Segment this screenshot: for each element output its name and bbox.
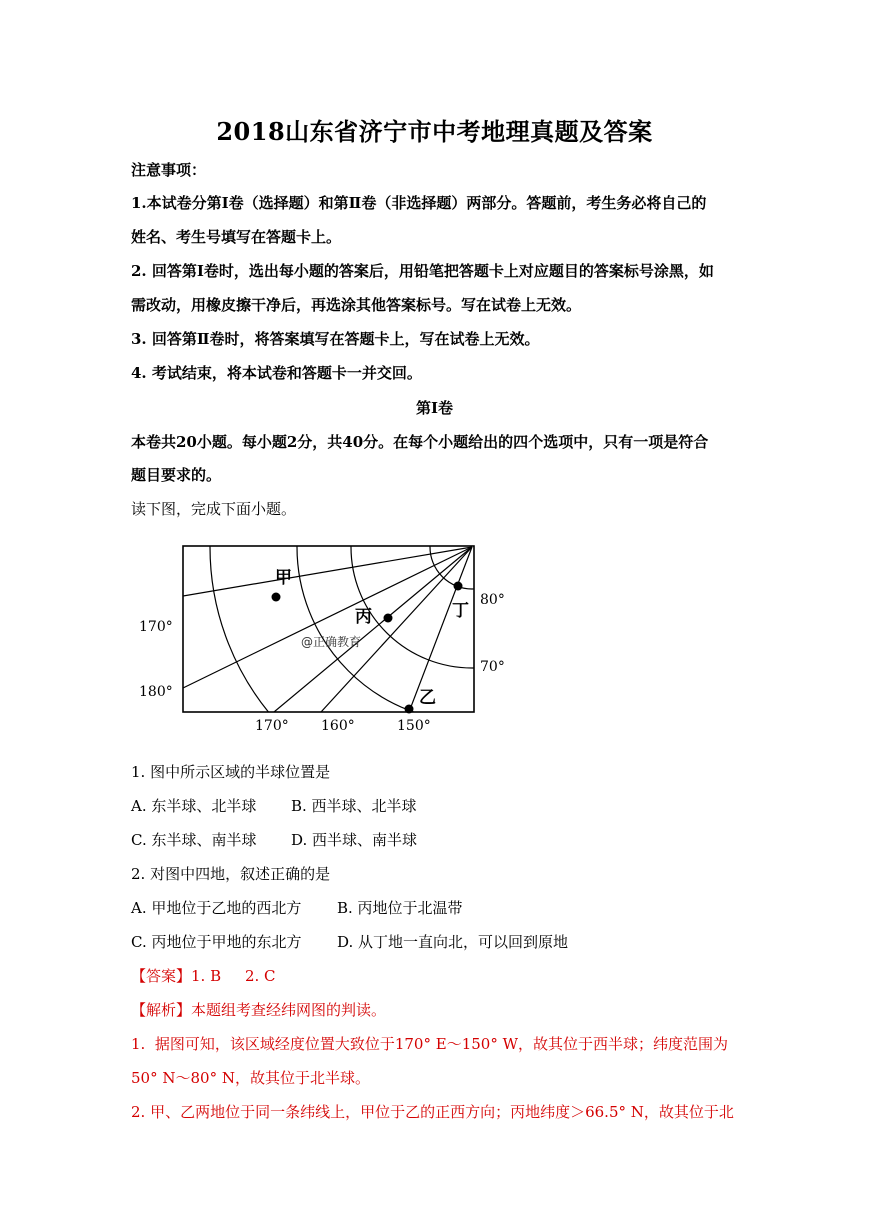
label-ding: 丁 (452, 601, 469, 621)
analysis-p1b: 50° N～80° N，故其位于北半球。 (131, 1069, 370, 1087)
q2-option-b: B. 丙地位于北温带 (337, 899, 463, 917)
graticule-map (131, 538, 511, 738)
answer-text: 1. B 2. C (191, 967, 276, 985)
notice-item-2b: 需改动，用橡皮擦干净后，再选涂其他答案标号。写在试卷上无效。 (131, 296, 582, 314)
bottom-label-170: 170° (255, 718, 289, 734)
right-label-80: 80° (480, 592, 505, 608)
section-heading: 第Ⅰ卷 (415, 399, 454, 417)
notice-item-4: 4. 考试结束，将本试卷和答题卡一并交回。 (131, 364, 422, 382)
q2-option-a: A. 甲地位于乙地的西北方 (131, 899, 302, 917)
section-desc-a: 本卷共20小题。每小题2分，共40分。在每个小题给出的四个选项中，只有一项是符合 (131, 433, 709, 451)
label-yi: 乙 (419, 688, 436, 708)
q1-option-d: D. 西半球、南半球 (291, 831, 418, 849)
analysis-text: 本题组考查经纬网图的判读。 (191, 1001, 387, 1019)
notice-item-2a: 2. 回答第Ⅰ卷时，选出每小题的答案后，用铅笔把答题卡上对应题目的答案标号涂黑，如 (131, 262, 714, 280)
label-bing: 丙 (355, 607, 372, 627)
q2-stem: 2. 对图中四地，叙述正确的是 (131, 865, 331, 883)
watermark-text: @正确教育 (301, 635, 362, 649)
q1-options-ab (131, 796, 417, 816)
notice-item-1b: 姓名、考生号填写在答题卡上。 (131, 228, 342, 246)
q2-option-c: C. 丙地位于甲地的东北方 (131, 933, 302, 951)
notice-heading: 注意事项： (131, 161, 207, 179)
q1-option-c: C. 东半球、南半球 (131, 831, 257, 849)
q1-options-cd (131, 830, 417, 850)
bottom-label-150: 150° (397, 718, 431, 734)
point-yi (405, 705, 414, 714)
analysis-line (131, 1000, 386, 1020)
notice-item-3: 3. 回答第Ⅱ卷时，将答案填写在答题卡上，写在试卷上无效。 (131, 330, 540, 348)
analysis-p2: 2. 甲、乙两地位于同一条纬线上，甲位于乙的正西方向；丙地纬度＞66.5° N，故其位于北 (131, 1103, 734, 1121)
bottom-label-160: 160° (321, 718, 355, 734)
notice-item-1a: 1.本试卷分第Ⅰ卷（选择题）和第Ⅱ卷（非选择题）两部分。答题前，考生务必将自己的 (131, 194, 707, 212)
intro-text: 读下图，完成下面小题。 (131, 500, 297, 518)
q2-options-cd (131, 932, 568, 952)
point-jia (272, 593, 281, 602)
q1-stem: 1. 图中所示区域的半球位置是 (131, 763, 331, 781)
q1-option-a: A. 东半球、北半球 (131, 797, 257, 815)
q1-option-b: B. 西半球、北半球 (291, 797, 417, 815)
analysis-label: 【解析】 (131, 1001, 192, 1019)
answer-line (131, 966, 276, 986)
point-bing (384, 614, 393, 623)
point-ding (454, 582, 463, 591)
answer-label: 【答案】 (131, 967, 192, 985)
left-label-180: 180° (139, 684, 173, 700)
q2-option-d: D. 从丁地一直向北，可以回到原地 (337, 933, 569, 951)
q2-options-ab (131, 898, 463, 918)
label-jia: 甲 (275, 568, 292, 588)
right-label-70: 70° (480, 659, 505, 675)
analysis-p1a: 1. 据图可知，该区域经度位置大致位于170° E～150° W，故其位于西半球；纬度范围为 (131, 1035, 729, 1053)
page-title: 2018山东省济宁市中考地理真题及答案 (216, 117, 653, 146)
section-desc-b: 题目要求的。 (131, 466, 222, 484)
left-label-170: 170° (139, 619, 173, 635)
